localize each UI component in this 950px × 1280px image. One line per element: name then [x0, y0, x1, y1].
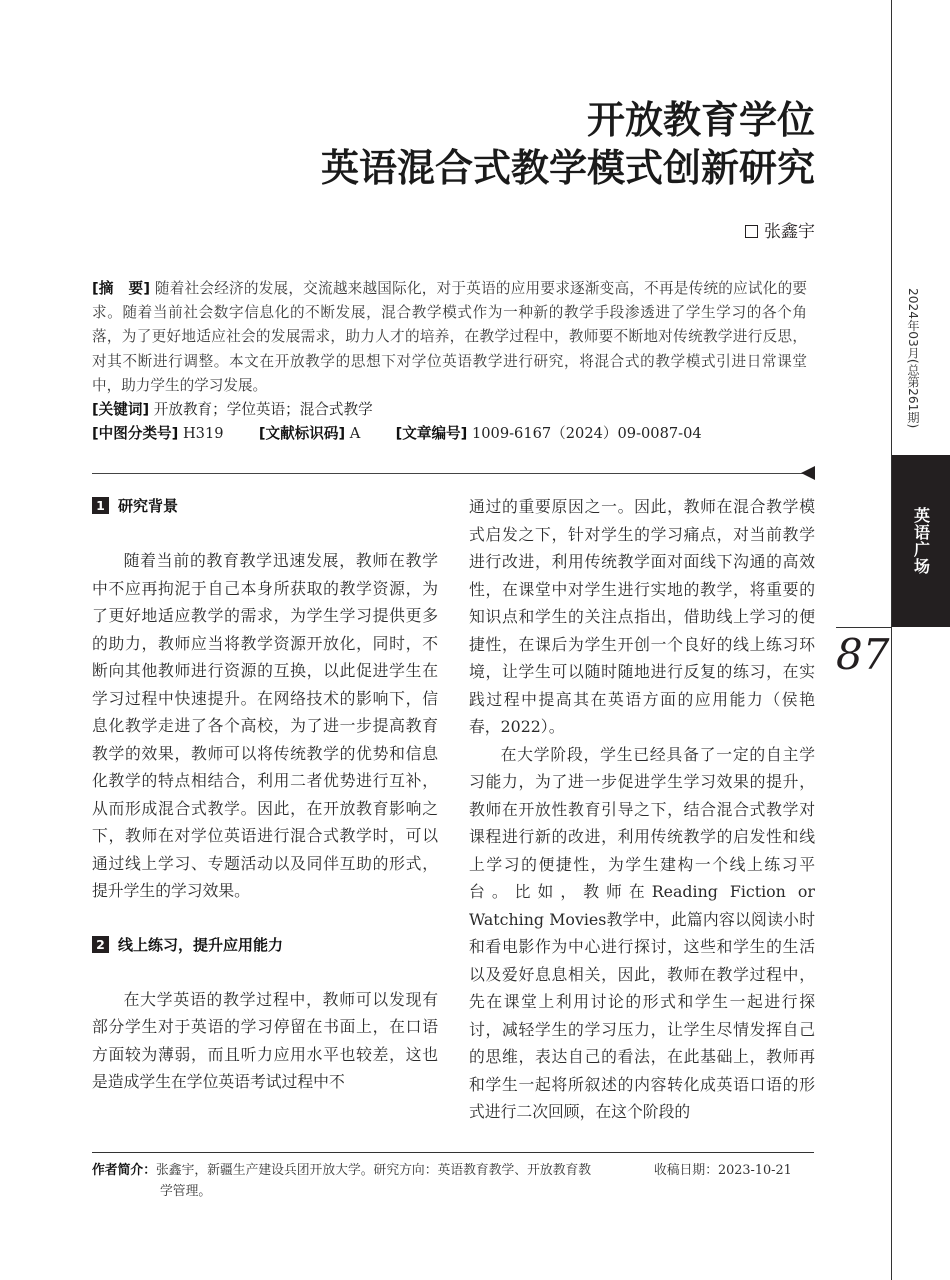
abstract-paragraph [92, 277, 807, 398]
abstract [92, 277, 807, 446]
section-number-1: 1 [92, 497, 109, 514]
clc-label: [中图分类号] [92, 425, 179, 443]
keywords-label: [关键词] [92, 401, 150, 419]
author-bio [92, 1160, 652, 1202]
footer-rule [92, 1152, 814, 1153]
square-icon [745, 225, 758, 238]
author-bio-label: 作者简介： [92, 1163, 156, 1178]
margin-rule [891, 0, 892, 1280]
article-title-line1: 开放教育学位 [586, 97, 815, 142]
column-name: 英语广场 [911, 507, 931, 575]
clc-value: H319 [182, 425, 224, 443]
section-heading-2 [92, 932, 438, 959]
doc-code-label: [文献标识码] [258, 425, 346, 443]
abstract-label: [摘 要] [92, 280, 151, 297]
section-title-2: 线上练习，提升应用能力 [118, 935, 284, 954]
doc-code-value: A [349, 425, 361, 443]
body-column-left [92, 493, 438, 1096]
paragraph-r-2: 在大学阶段，学生已经具备了一定的自主学习能力，为了进一步促进学生学习效果的提升，教师在开放性教育引导之下，结合混合式教学对课程进行新的改进，利用传统教学的启发性和线上学习的便捷性，为学生建构一个线上练习平台。比如，教师在Reading Fiction or Watching Movies教学中，此篇内容以阅读小时和看电影作为中心进行探讨，这些和学生的生活以及爱好息息相关，因此，教师在教学过程中，先在课堂上利用讨论的形式和学生一起进行探讨，减轻学生的学习压力，让学生尽情发挥自己的思维，表达自己的看法，在此基础上，教师再和学生一起将所叙述的内容转化成英语口语的形式进行二次回顾，在这个阶段的 [469, 744, 815, 1121]
paragraph-s1-1: 随着当前的教育教学迅速发展，教师在教学中不应再拘泥于自己本身所获取的教学资源，为了更好地适应教学的需求，为学生学习提供更多的助力，教师应当将教学资源开放化，同时，不断向其他教师进行资源的互换，以此促进学生在学习过程中快速提升。在网络技术的影响下，信息化教学走进了各个高校，为了进一步提高教育教学的效果，教师可以将传统教学的优势和信息化教学的特点相结合，利用二者优势进行互补，从而形成混合式教学。因此，在开放教育影响之下，教师在对学位英语进行混合式教学时，可以通过线上学习、专题活动以及同伴互助的形式，提升学生的学习效果。 [92, 551, 438, 900]
column-tab [892, 455, 950, 627]
article-number-label: [文章编号] [395, 425, 468, 443]
section-heading-1 [92, 493, 438, 520]
article-title-line2: 英语混合式教学模式创新研究 [320, 145, 815, 190]
author-bio-line1: 张鑫宇，新疆生产建设兵团开放大学。研究方向：英语教育教学、开放教育教 [155, 1163, 592, 1178]
abstract-text: 随着社会经济的发展，交流越来越国际化，对于英语的应用要求逐渐变高，不再是传统的应试化的要求。随着当前社会数字信息化的不断发展，混合教学模式作为一种新的教学手段渗透进了学生学习的各个角落，为了更好地适应社会的发展需求，助力人才的培养，在教学过程中，教师要不断地对传统教学进行反思，对其不断进行调整。本文在开放教学的思想下对学位英语教学进行研究，将混合式的教学模式引进日常课堂中，助力学生的学习发展。 [92, 280, 807, 394]
page-number: 87 [836, 630, 890, 679]
classification-line [92, 422, 807, 446]
keywords-text: 开放教育；学位英语；混合式教学 [153, 401, 373, 419]
section-number-2: 2 [92, 936, 109, 953]
section-title-1: 研究背景 [118, 497, 179, 515]
body-column-right [469, 493, 815, 1126]
paragraph-r-1: 通过的重要原因之一。因此，教师在混合教学模式启发之下，针对学生的学习痛点，对当前教学进行改进，利用传统教学面对面线下沟通的高效性，在课堂中对学生进行实地的教学，将重要的知识点和学生的关注点指出，借助线上学习的便捷性，在课后为学生开创一个良好的线上练习环境，让学生可以随时随地进行反复的练习，在实践过程中提高其在英语方面的应用能力（侯艳春，2022）。 [469, 497, 815, 736]
keywords [92, 398, 807, 422]
triangle-arrow-icon [801, 466, 815, 480]
received-date: 收稿日期：2023-10-21 [654, 1163, 792, 1178]
author-line [745, 222, 815, 242]
issue-info: 2024年03月(总第261期) [906, 288, 920, 429]
author-name: 张鑫宇 [764, 222, 815, 242]
article-number-value: 1009-6167（2024）09-0087-04 [471, 425, 702, 443]
paragraph-s2-1: 在大学英语的教学过程中，教师可以发现有部分学生对于英语的学习停留在书面上，在口语方面较为薄弱，而且听力应用水平也较差，这也是造成学生在学位英语考试过程中不 [92, 989, 438, 1091]
author-bio-line2: 学管理。 [160, 1184, 212, 1199]
divider-rule [92, 473, 804, 474]
